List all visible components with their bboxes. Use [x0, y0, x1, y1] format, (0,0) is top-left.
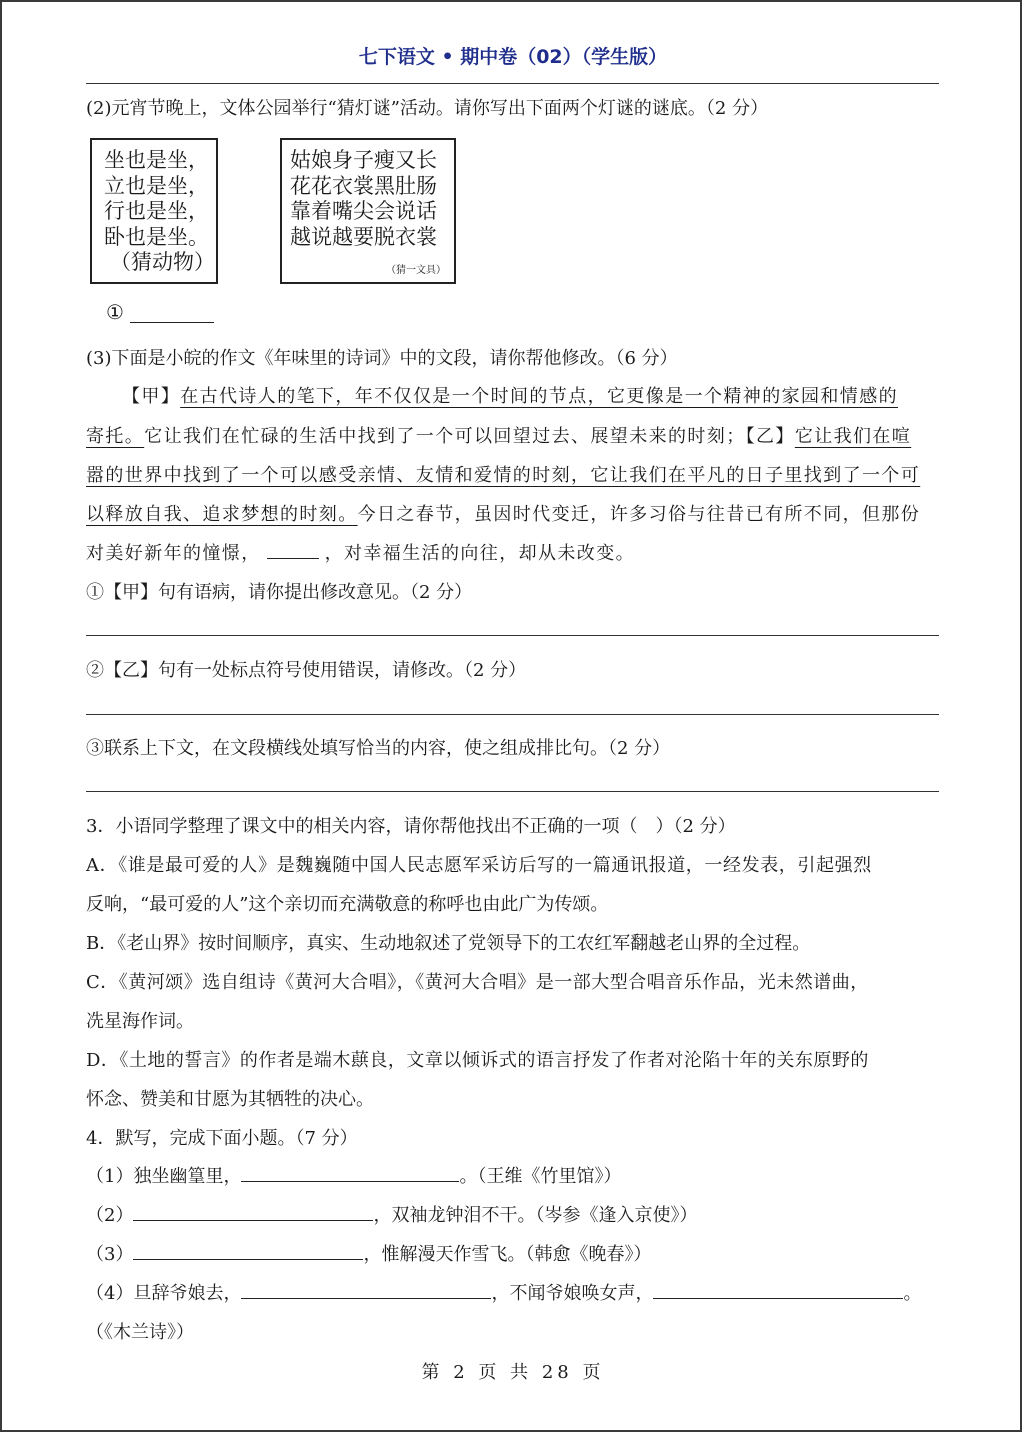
passage-text: 它让我们在忙碌的生活中找到了一个可以回望过去、展望未来的时刻；: [144, 426, 746, 447]
passage-line-2: [86, 422, 911, 448]
sentence-yi-part1: 它让我们在喧: [794, 426, 912, 447]
passage-fill-blank[interactable]: [267, 542, 319, 559]
option-a-line2: 反响，“最可爱的人”这个亲切而充满敬意的称呼也由此广为传颂。: [86, 894, 609, 915]
page-number: 第 2 页 共 28 页: [421, 1362, 605, 1383]
q3-prompt: (3)下面是小皖的作文《年味里的诗词》中的文段，请你帮他修改。（6 分）: [86, 348, 678, 369]
dictation-blank-3[interactable]: [133, 1243, 363, 1260]
question-3-prompt: 3．小语同学整理了课文中的相关内容，请你帮他找出不正确的一项（ ）（2 分）: [86, 816, 736, 837]
riddle1-hint: （猜动物）: [110, 250, 215, 274]
riddle2-line: 姑娘身子瘦又长: [290, 148, 437, 172]
dictation-text: 。: [903, 1283, 922, 1304]
q2-prompt: (2)元宵节晚上，文体公园举行“猜灯谜”活动。请你写出下面两个灯谜的谜底。（2 分）: [86, 98, 769, 119]
dictation-text: ，惟解漫天作雪飞。（韩愈《晚春》）: [363, 1244, 652, 1265]
dictation-text: （2）: [86, 1205, 134, 1226]
q3-sub2: ②【乙】句有一处标点符号使用错误，请修改。（2 分）: [86, 660, 527, 681]
passage-line-1: [122, 382, 898, 408]
option-d-line1: D．《土地的誓言》的作者是端木蕻良，文章以倾诉式的语言抒发了作者对沦陷十年的关东原野的: [86, 1050, 869, 1071]
riddle-answer-1-blank[interactable]: [130, 322, 214, 323]
option-c-line1: C．《黄河颂》选自组诗《黄河大合唱》，《黄河大合唱》是一部大型合唱音乐作品，光未然谱曲，: [86, 972, 869, 993]
dictation-item-2: [86, 1201, 697, 1227]
passage-text: 今日之春节，虽因时代变迁，许多习俗与往昔已有所不同，但那份: [357, 504, 921, 525]
tag-yi: 【乙】: [745, 426, 795, 447]
passage-line-5: [86, 539, 635, 565]
sentence-jia-part1: 在古代诗人的笔下，年不仅仅是一个时间的节点，它更像是一个精神的家园和情感的: [180, 386, 898, 407]
riddle2-line: 越说越要脱衣裳: [290, 224, 437, 249]
dictation-blank-4b[interactable]: [653, 1282, 903, 1299]
answer-line-sub3[interactable]: [86, 791, 939, 792]
riddle-box-1: [90, 138, 218, 284]
option-c-line2: 冼星海作词。: [86, 1011, 194, 1032]
dictation-text: 。（王维《竹里馆》）: [459, 1166, 622, 1187]
answer-line-sub2[interactable]: [86, 714, 939, 715]
option-a-line1: A．《谁是最可爱的人》是魏巍随中国人民志愿军采访后写的一篇通讯报道，一经发表，引起强烈: [86, 855, 872, 876]
sentence-yi-part3: 以释放自我、追求梦想的时刻。: [86, 504, 358, 525]
dictation-text: （3）: [86, 1244, 134, 1265]
riddle1-line: 行也是坐，: [104, 199, 209, 223]
option-d-line2: 怀念、赞美和甘愿为其牺牲的决心。: [86, 1089, 374, 1110]
option-b: B．《老山界》按时间顺序，真实、生动地叙述了党领导下的工农红军翻越老山界的全过程。: [86, 933, 811, 954]
riddle-answer-1-label: ①: [106, 300, 124, 324]
dictation-text: ，双袖龙钟泪不干。（岑参《逢入京使》）: [373, 1205, 698, 1226]
passage-text: ，对幸福生活的向往，却从未改变。: [324, 543, 636, 564]
dictation-blank-4a[interactable]: [241, 1282, 491, 1299]
dictation-item-4-source: （《木兰诗》）: [86, 1322, 194, 1343]
dictation-blank-2[interactable]: [133, 1204, 373, 1221]
riddle1-line: 卧也是坐。: [104, 224, 209, 249]
tag-jia: 【甲】: [122, 386, 181, 407]
riddle2-line: 靠着嘴尖会说话: [290, 199, 437, 223]
passage-line-3: [86, 461, 920, 487]
page-header-title: 七下语文 • 期中卷（02）（学生版）: [358, 46, 668, 68]
header-rule: [86, 83, 939, 84]
dictation-blank-1[interactable]: [241, 1165, 459, 1182]
dictation-text: （1）独坐幽篁里，: [86, 1166, 242, 1187]
sentence-yi-part2: 嚣的世界中找到了一个可以感受亲情、友情和爱情的时刻，它让我们在平凡的日子里找到了一个可: [86, 465, 921, 486]
riddle1-line: 立也是坐，: [104, 173, 209, 198]
question-4-prompt: 4．默写，完成下面小题。（7 分）: [86, 1128, 358, 1149]
dictation-item-1: [86, 1162, 621, 1188]
dictation-item-3: [86, 1240, 651, 1266]
sentence-jia-part2: 寄托。: [86, 426, 145, 447]
q3-sub3: ③联系上下文，在文段横线处填写恰当的内容，使之组成排比句。（2 分）: [86, 738, 671, 759]
riddle2-line: 花花衣裳黑肚肠: [290, 173, 437, 198]
riddle2-hint: （猜一文具）: [386, 265, 446, 276]
dictation-item-4: [86, 1279, 921, 1305]
q3-sub1: ①【甲】句有语病，请你提出修改意见。（2 分）: [86, 582, 473, 603]
riddle-box-2: [280, 138, 456, 284]
passage-line-4: [86, 500, 920, 526]
dictation-text: （4）旦辞爷娘去，: [86, 1283, 242, 1304]
riddle1-line: 坐也是坐，: [104, 148, 209, 172]
passage-text: 对美好新年的憧憬，: [86, 543, 261, 564]
answer-line-sub1[interactable]: [86, 635, 939, 636]
dictation-text: ，不闻爷娘唤女声，: [491, 1283, 654, 1304]
